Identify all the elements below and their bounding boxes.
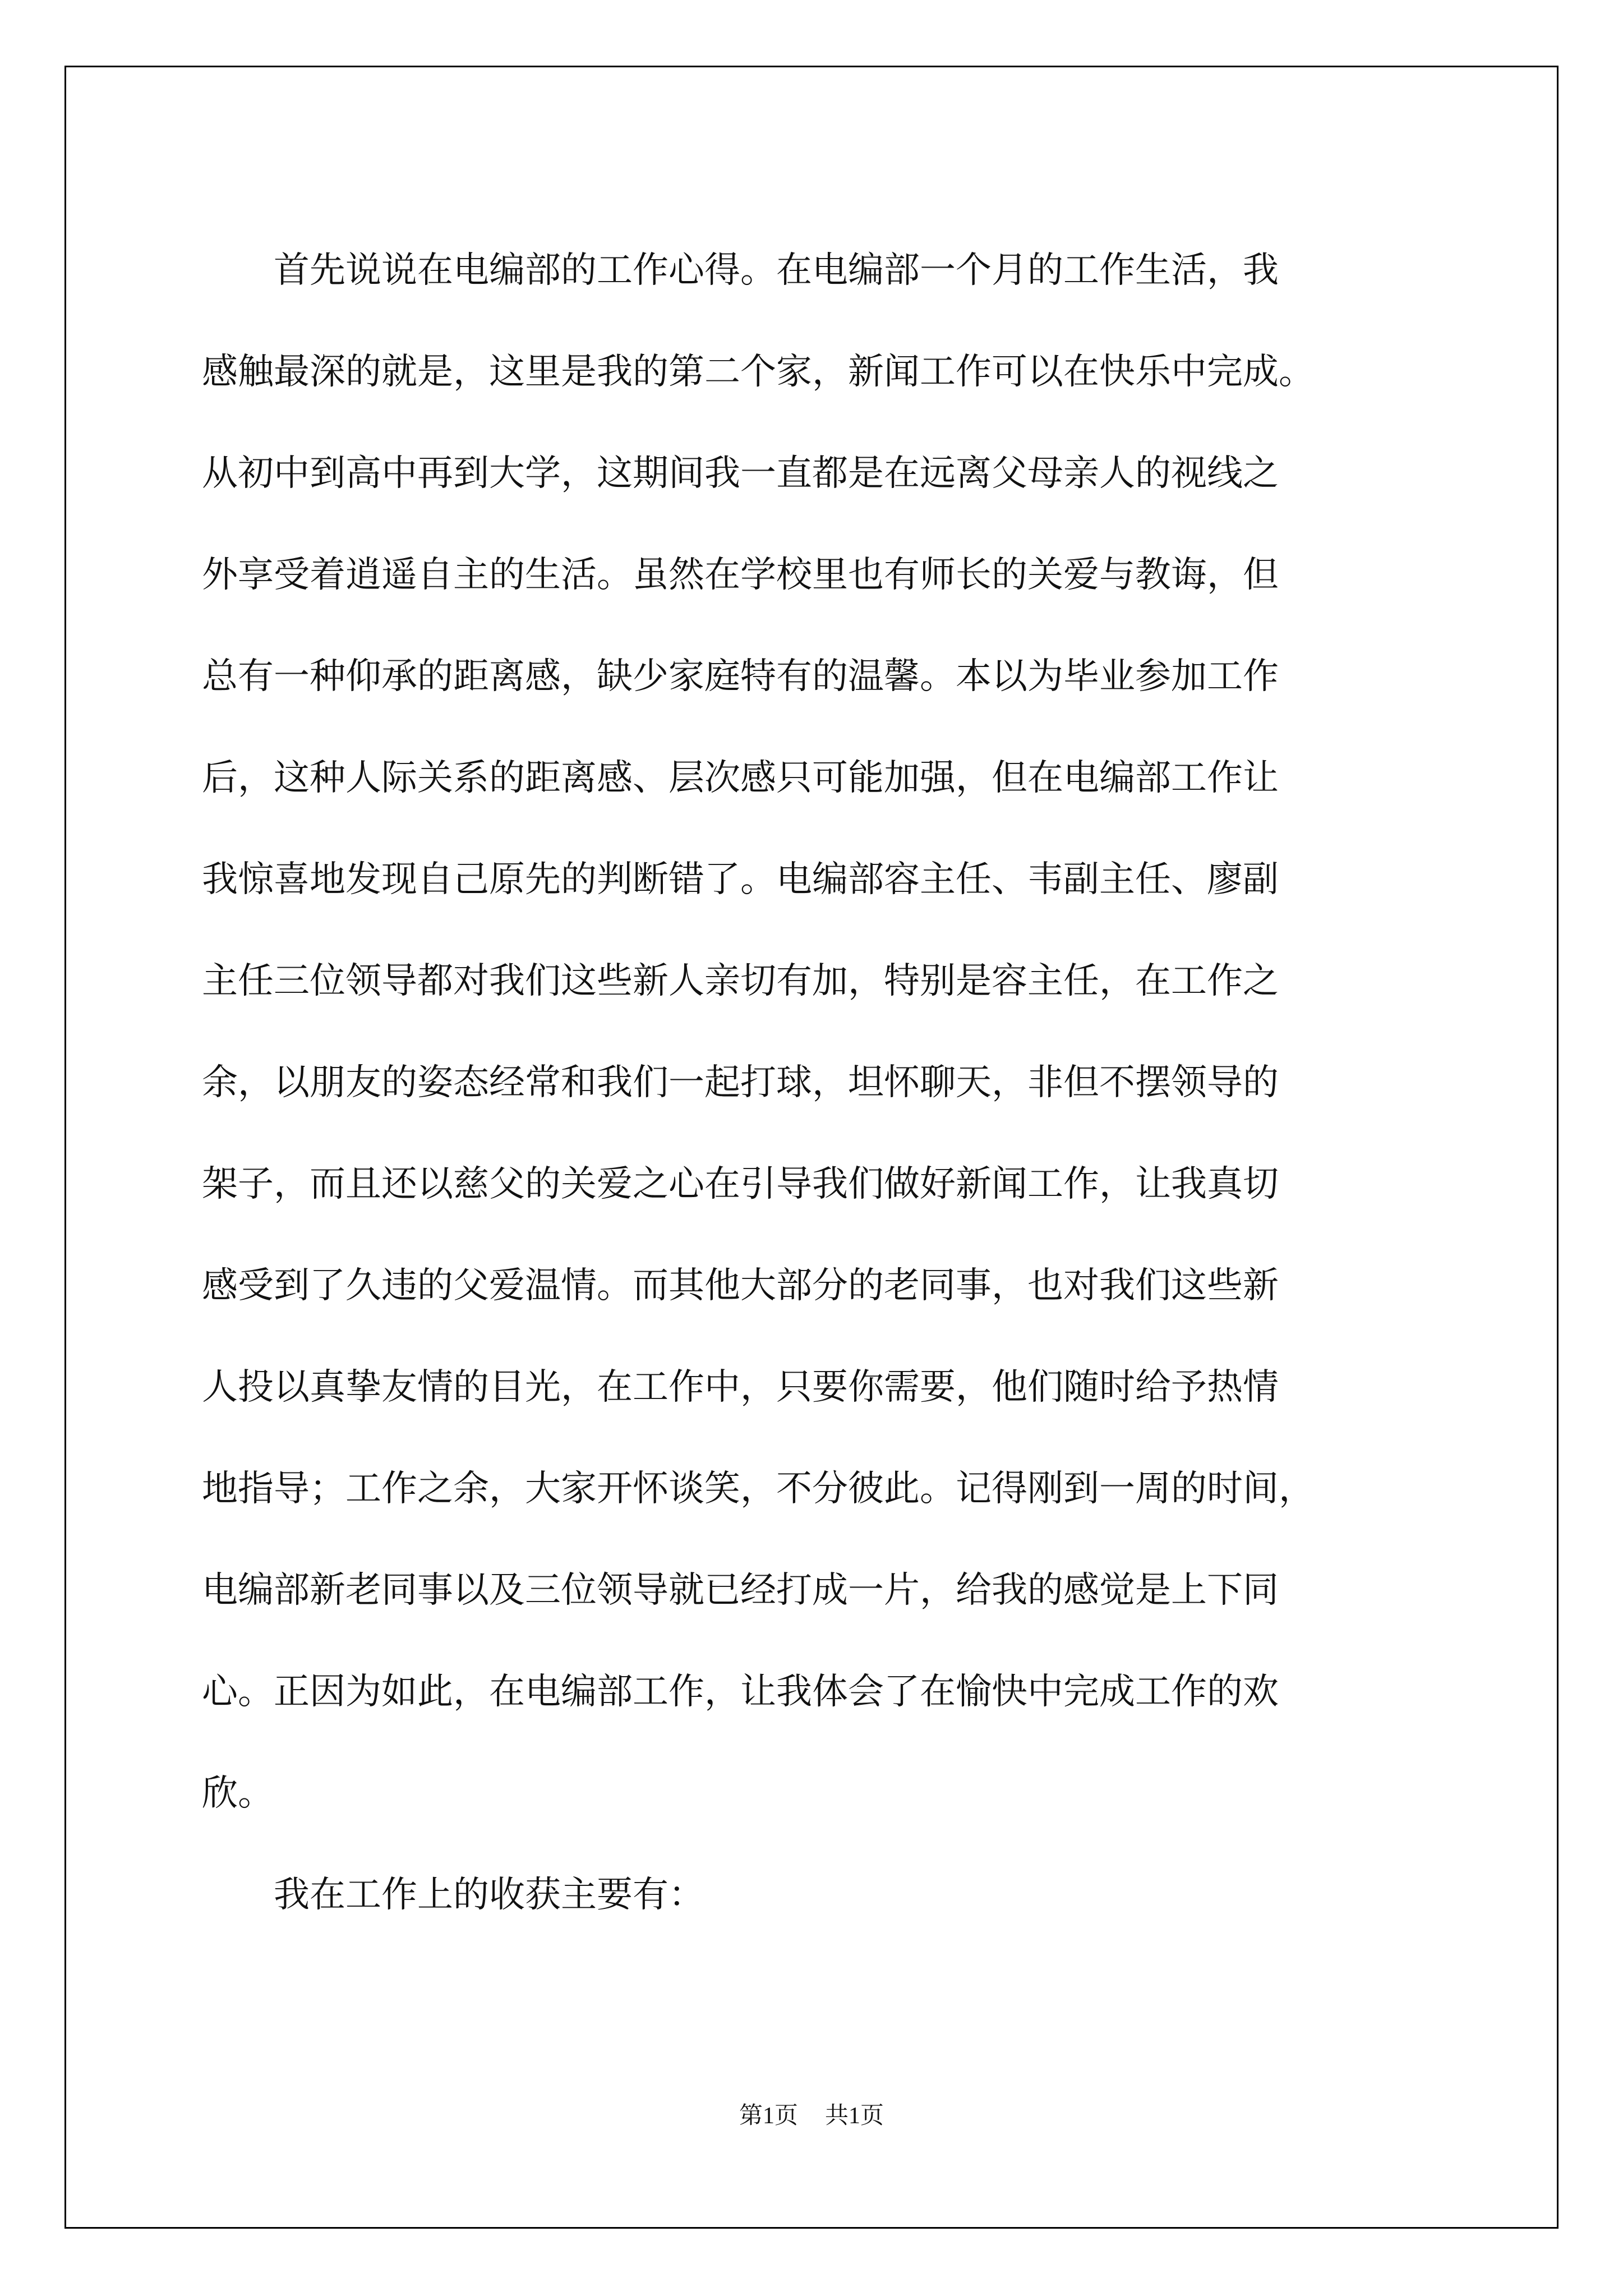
text-line: 欣。	[202, 1773, 274, 1814]
text-line: 架子，而且还以慈父的关爱之心在引导我们做好新闻工作，让我真切	[202, 1163, 1279, 1205]
text-line: 主任三位领导都对我们这些新人亲切有加，特别是容主任，在工作之	[202, 960, 1279, 1002]
text-line: 感受到了久违的父爱温情。而其他大部分的老同事，也对我们这些新	[202, 1265, 1279, 1306]
paragraph-gains-intro	[202, 1844, 1424, 1946]
page-footer	[0, 2097, 1623, 2131]
text-line: 我在工作上的收获主要有：	[274, 1874, 704, 1916]
text-line: 余，以朋友的姿态经常和我们一起打球，坦怀聊天，非但不摆领导的	[202, 1062, 1279, 1103]
text-line: 感触最深的就是，这里是我的第二个家，新闻工作可以在快乐中完成。	[202, 351, 1315, 393]
page-total: 共1页	[825, 2103, 884, 2129]
paragraph-work-experience	[202, 220, 1424, 1844]
text-line: 我惊喜地发现自己原先的判断错了。电编部容主任、韦副主任、廖副	[202, 859, 1279, 900]
text-line: 从初中到高中再到大学，这期间我一直都是在远离父母亲人的视线之	[202, 453, 1279, 494]
text-line: 总有一种仰承的距离感，缺少家庭特有的温馨。本以为毕业参加工作	[202, 656, 1279, 697]
text-line: 电编部新老同事以及三位领导就已经打成一片，给我的感觉是上下同	[202, 1570, 1279, 1611]
text-line: 心。正因为如此，在电编部工作，让我体会了在愉快中完成工作的欢	[202, 1671, 1279, 1713]
document-body	[202, 220, 1424, 1946]
text-line: 首先说说在电编部的工作心得。在电编部一个月的工作生活，我	[274, 250, 1279, 291]
page-number: 第1页	[739, 2103, 798, 2129]
text-line: 人投以真挚友情的目光，在工作中，只要你需要，他们随时给予热情	[202, 1366, 1279, 1408]
text-line: 外享受着逍遥自主的生活。虽然在学校里也有师长的关爱与教诲，但	[202, 554, 1279, 596]
text-line: 地指导；工作之余，大家开怀谈笑，不分彼此。记得刚到一周的时间，	[202, 1468, 1315, 1510]
text-line: 后，这种人际关系的距离感、层次感只可能加强，但在电编部工作让	[202, 757, 1279, 799]
